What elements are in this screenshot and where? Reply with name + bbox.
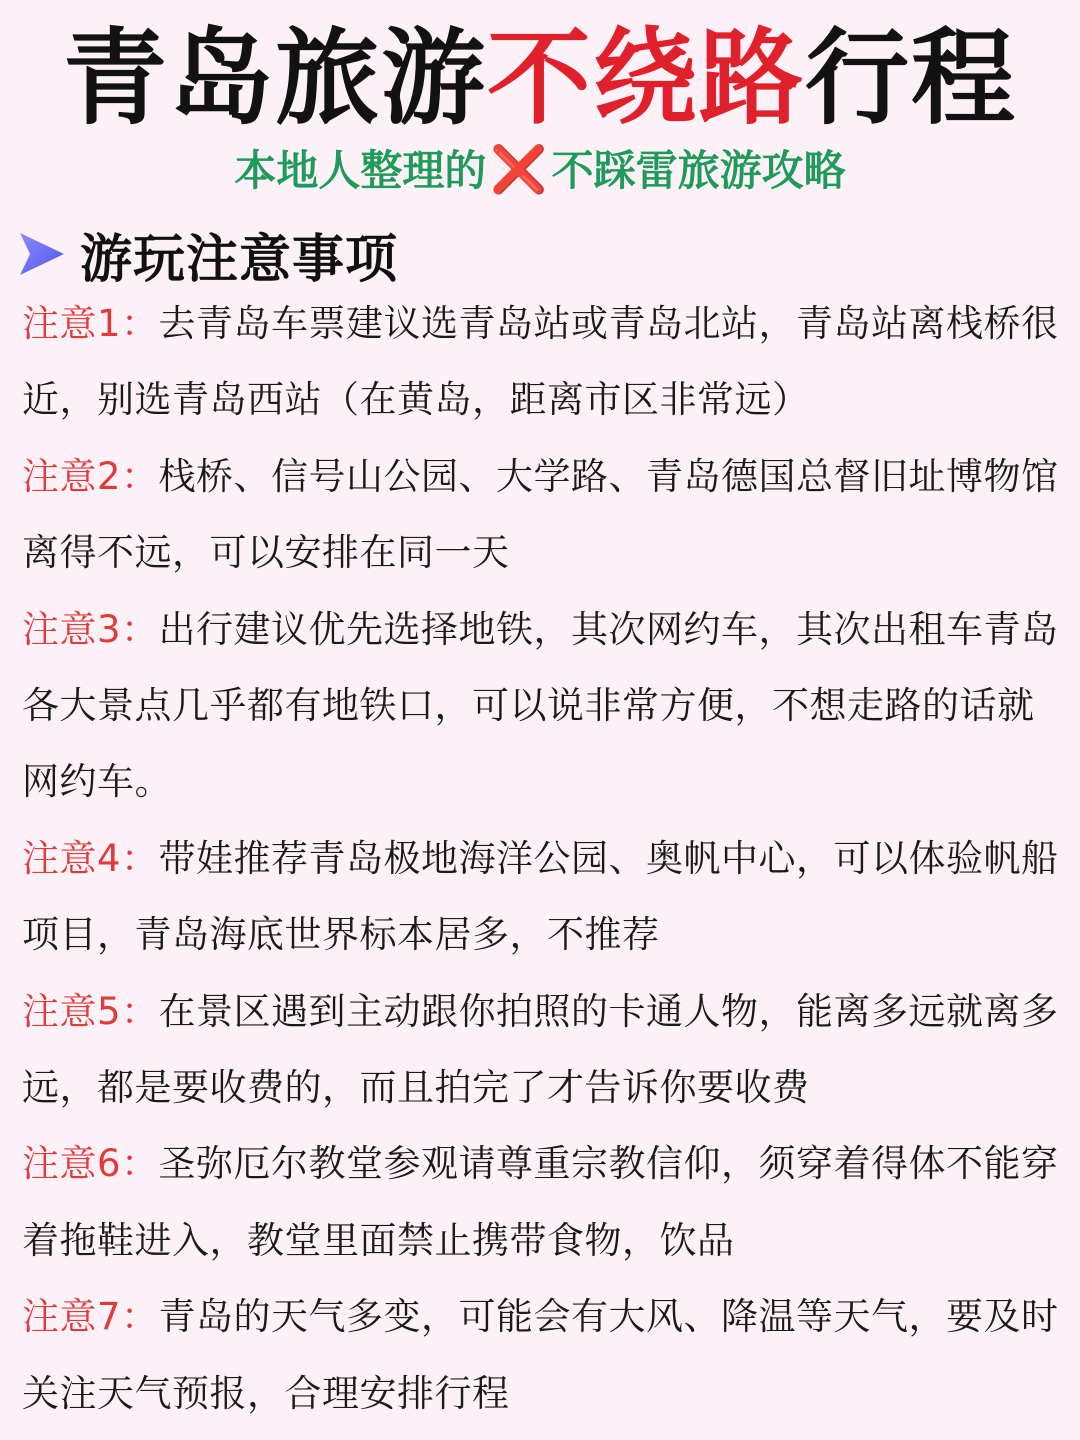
note-label: 注意5： <box>22 989 159 1033</box>
note-text: 栈桥、信号山公园、大学路、青岛德国总督旧址博物馆离得不远，可以安排在同一天 <box>22 454 1059 575</box>
subtitle-after: 不踩雷旅游攻略 <box>551 146 846 195</box>
title-part-3: 行程 <box>805 17 1018 139</box>
note-text: 青岛的天气多变，可能会有大风、降温等天气，要及时关注天气预报，合理安排行程 <box>22 1295 1059 1415</box>
title-part-1: 青岛旅游 <box>62 17 487 139</box>
title-part-2-highlight: 不绕路 <box>486 17 805 139</box>
play-arrow-icon <box>16 229 66 279</box>
page-title <box>0 18 1080 138</box>
note-label: 注意3： <box>22 607 159 651</box>
note-text: 出行建议优先选择地铁，其次网约车，其次出租车青岛各大景点几乎都有地铁口，可以说非常方便，不想走路的话就网约车。 <box>22 607 1059 804</box>
section-header <box>16 218 398 290</box>
note-item <box>22 1126 1062 1279</box>
notes-list <box>22 286 1062 1432</box>
subtitle-before: 本地人整理的 <box>234 146 487 195</box>
note-text: 在景区遇到主动跟你拍照的卡通人物，能离多远就离多远，都是要收费的，而且拍完了才告诉你要收费 <box>22 989 1059 1110</box>
note-item <box>22 974 1062 1127</box>
note-item <box>22 1279 1062 1432</box>
note-label: 注意2： <box>22 454 159 498</box>
note-label: 注意1： <box>22 302 159 345</box>
note-item <box>22 439 1062 592</box>
note-item <box>22 286 1062 439</box>
note-text: 圣弥厄尔教堂参观请尊重宗教信仰，须穿着得体不能穿着拖鞋进入，教堂里面禁止携带食物，饮品 <box>22 1142 1059 1262</box>
note-label: 注意4： <box>22 836 159 880</box>
note-label: 注意7： <box>22 1295 159 1339</box>
note-item <box>22 592 1062 821</box>
note-label: 注意6： <box>22 1142 159 1186</box>
note-text: 去青岛车票建议选青岛站或青岛北站，青岛站离栈桥很近，别选青岛西站（在黄岛，距离市区非常远） <box>22 302 1059 422</box>
page-subtitle <box>0 140 1080 200</box>
section-title: 游玩注意事项 <box>80 229 399 290</box>
note-item <box>22 821 1062 974</box>
cross-mark-icon: ❌ <box>490 142 548 196</box>
note-text: 带娃推荐青岛极地海洋公园、奥帆中心，可以体验帆船项目，青岛海底世界标本居多，不推荐 <box>22 836 1059 957</box>
